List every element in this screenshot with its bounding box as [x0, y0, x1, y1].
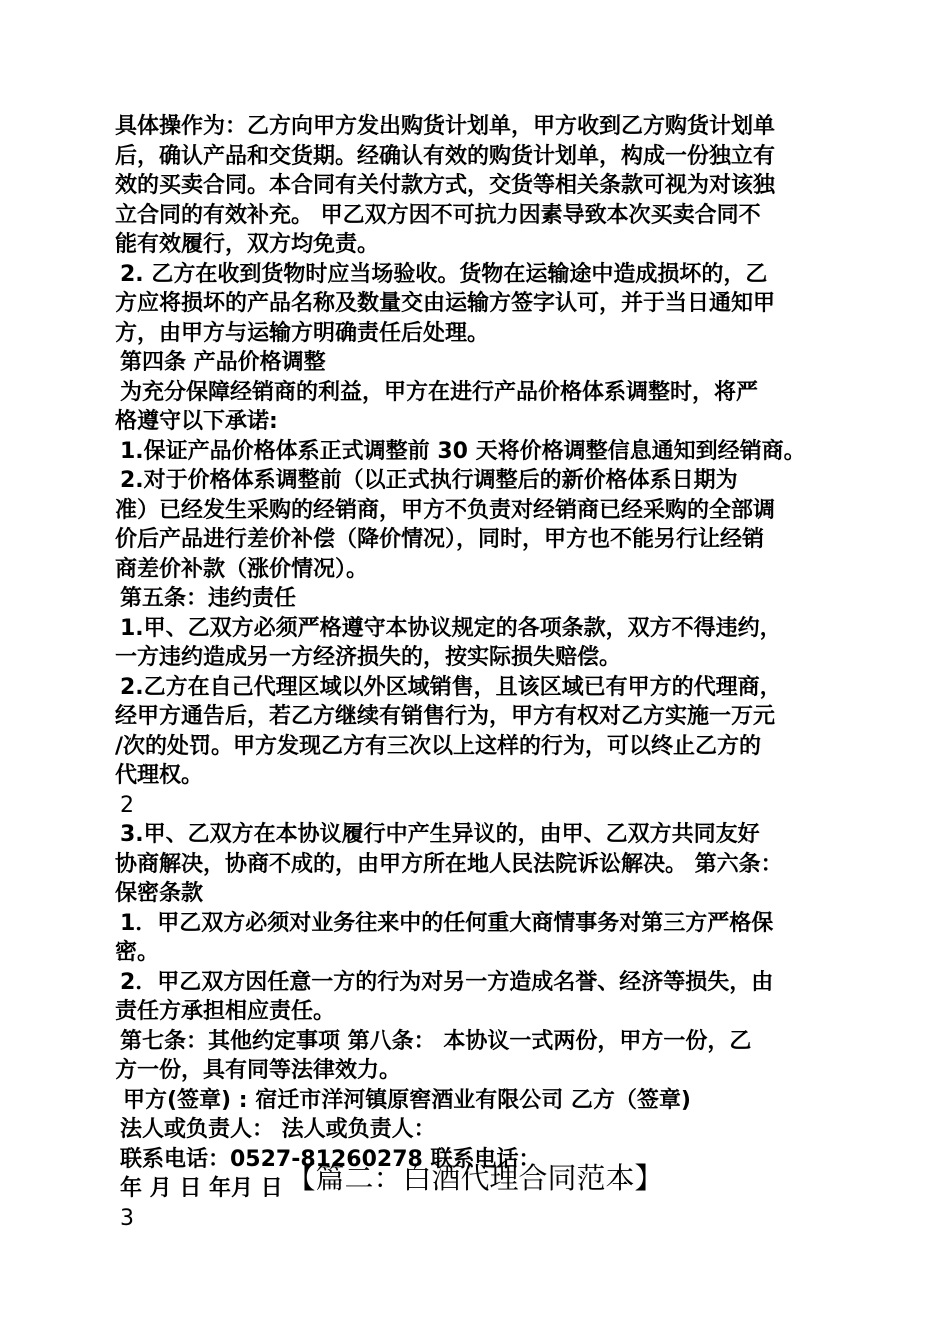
text-line: 1.保证产品价格体系正式调整前 30 天将价格调整信息通知到经销商。 [120, 438, 806, 464]
signature-party-line: 甲方(签章) : 宿迁市洋河镇原窖酒业有限公司 乙方（签章) [123, 1087, 691, 1113]
text-line: 2.对于价格体系调整前（以正式执行调整后的新价格体系日期为 [120, 468, 738, 493]
text-line: 2.乙方在自己代理区域以外区域销售，且该区域已有甲方的代理商， [120, 674, 782, 700]
text-line: 保密条款 [115, 881, 204, 906]
page-number: 3 [120, 1205, 134, 1231]
text-line: 具体操作为：乙方向甲方发出购货计划单，甲方收到乙方购货计划单 [115, 114, 776, 139]
text-line: 后，确认产品和交货期。经确认有效的购货计划单，构成一份独立有 [115, 143, 776, 169]
text-line: 1.甲、乙双方必须严格遵守本协议规定的各项条款，双方不得违约， [120, 615, 782, 641]
contract-text-body [115, 112, 845, 1233]
text-line: 方，由甲方与运输方明确责任后处理。 [115, 320, 490, 346]
text-line: 商差价补款（涨价情况）。 [115, 556, 369, 582]
text-line: 密。 [115, 940, 160, 965]
page-number: 2 [120, 792, 134, 818]
text-line: 立合同的有效补充。 甲乙双方因不可抗力因素导致本次买卖合同不 [115, 202, 761, 228]
section-title-part-two: 【篇二：白酒代理合同范本】 [286, 1161, 664, 1195]
contact-phone-line: 联系电话：0527-81260278 联系电话： [120, 1146, 541, 1172]
text-line: 为充分保障经销商的利益，甲方在进行产品价格体系调整时，将严 [120, 379, 759, 405]
text-line: 责任方承担相应责任。 [115, 999, 336, 1024]
text-line: 效的买卖合同。本合同有关付款方式，交货等相关条款可视为对该独 [115, 173, 776, 198]
text-line: 协商解决，协商不成的，由甲方所在地人民法院诉讼解决。 第六条： [115, 851, 783, 877]
text-line: 方一份，具有同等法律效力。 [115, 1058, 402, 1083]
section-heading-article-5: 第五条：违约责任 [120, 586, 297, 611]
text-line: 准）已经发生采购的经销商，甲方不负责对经销商已经采购的全部调 [115, 497, 776, 523]
text-line: 2．甲乙双方因任意一方的行为对另一方造成名誉、经济等损失，由 [120, 969, 774, 995]
section-heading-article-4: 第四条 产品价格调整 [120, 350, 326, 375]
text-line: 1．甲乙双方必须对业务往来中的任何重大商情事务对第三方严格保 [120, 910, 774, 936]
text-line: 第七条：其他约定事项 第八条： 本协议一式两份，甲方一份，乙 [120, 1028, 752, 1054]
text-line: 方应将损坏的产品名称及数量交由运输方签字认可，并于当日通知甲 [115, 291, 776, 316]
text-line: 价后产品进行差价补偿（降价情况），同时，甲方也不能另行让经销 [115, 527, 765, 552]
text-line: 格遵守以下承诺: [115, 409, 278, 434]
date-line: 年 月 日 年月 日 [120, 1176, 283, 1201]
text-line: 能有效履行，双方均免责。 [115, 232, 380, 257]
text-line: 2. 乙方在收到货物时应当场验收。货物在运输途中造成损坏的，乙 [120, 261, 768, 287]
legal-representative-line: 法人或负责人： 法人或负责人： [120, 1117, 436, 1142]
text-line: 3.甲、乙双方在本协议履行中产生异议的，由甲、乙双方共同友好 [120, 822, 760, 847]
text-line: 经甲方通告后，若乙方继续有销售行为，甲方有权对乙方实施一万元 [115, 704, 776, 729]
text-line: /次的处罚。甲方发现乙方有三次以上这样的行为，可以终止乙方的 [115, 733, 762, 759]
text-line: 代理权。 [115, 763, 204, 788]
text-line: 一方违约造成另一方经济损失的，按实际损失赔偿。 [115, 645, 622, 670]
